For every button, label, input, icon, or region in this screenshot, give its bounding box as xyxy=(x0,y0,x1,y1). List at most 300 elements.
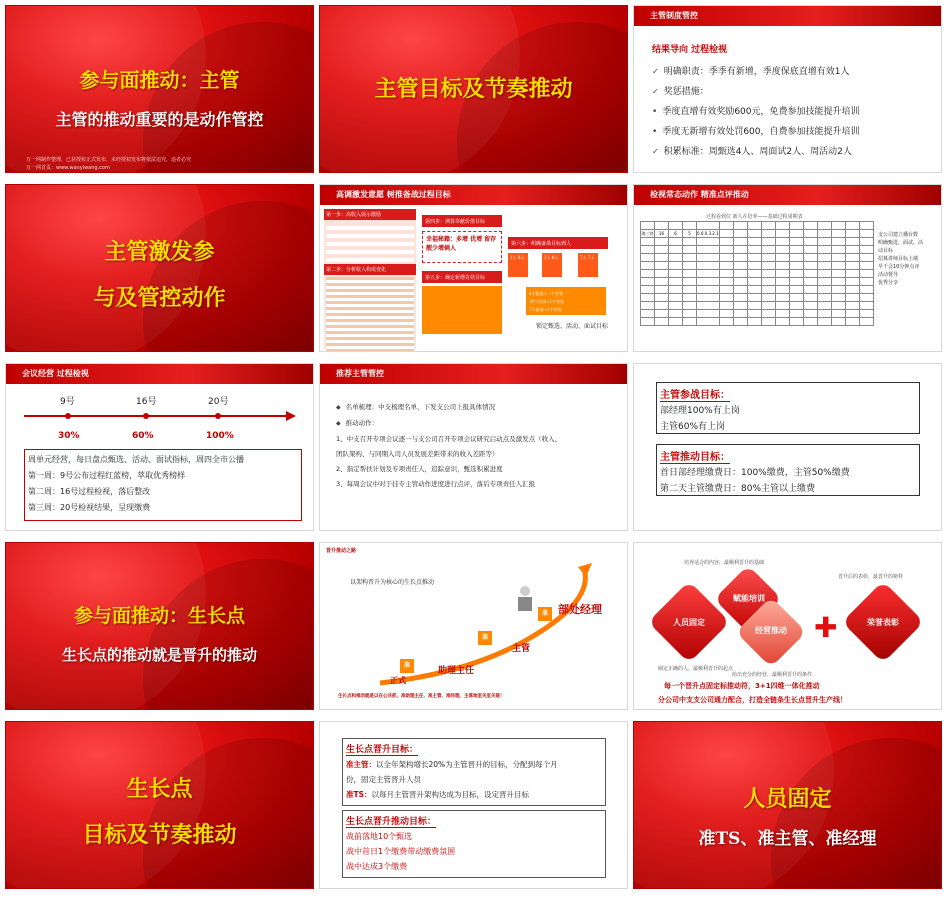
table-cell xyxy=(831,270,845,278)
table-cell xyxy=(859,278,873,286)
table-cell xyxy=(775,230,789,238)
table-cell xyxy=(719,286,733,294)
table-cell xyxy=(789,262,803,270)
mini-table xyxy=(326,222,414,262)
plan-line: 周单元经营，每日盘点甄选、活动、面试指标，周四全市公播 xyxy=(28,455,244,464)
list-item: ◆ 名单梳理：中支梳理名单，下发支公司上报具体情况 xyxy=(336,402,495,411)
slide-12[interactable] xyxy=(633,542,942,710)
table-row xyxy=(641,286,874,294)
table-cell xyxy=(761,238,775,246)
table-cell xyxy=(655,254,669,262)
slide-title-line1: 生长点 xyxy=(126,776,193,802)
table-cell xyxy=(845,270,859,278)
table-cell xyxy=(655,302,669,310)
table-row xyxy=(641,302,874,310)
table-cell xyxy=(669,294,683,302)
table-cell xyxy=(831,254,845,262)
table-row xyxy=(641,230,874,238)
table-cell xyxy=(789,302,803,310)
table-cell xyxy=(669,238,683,246)
table-cell xyxy=(775,254,789,262)
table-cell xyxy=(859,270,873,278)
list-item: • 季度无新增有效处罚600，自费参加技能提升培训 xyxy=(652,124,860,137)
table-cell xyxy=(733,294,747,302)
annotation: 晋升后的表彰，最晋升的榜样 xyxy=(838,574,904,580)
table-cell: 16 xyxy=(655,230,669,238)
slide-13[interactable] xyxy=(5,721,314,889)
table-row xyxy=(641,278,874,286)
table-row xyxy=(641,270,874,278)
plan-line: 第一周：9号公布过程红蓝榜，萃取优秀榜样 xyxy=(28,471,186,480)
table-row xyxy=(641,294,874,302)
table-cell xyxy=(683,222,697,230)
annotation: 培养适合的内容，最顺利晋升的基础 xyxy=(684,560,765,566)
slide-title: 主管目标及节奏推动 xyxy=(374,76,573,102)
table-cell xyxy=(719,246,733,254)
table-cell xyxy=(683,246,697,254)
intro-text: 以架构晋升为核心的生长点推动 xyxy=(350,579,435,586)
table-cell xyxy=(803,302,817,310)
table-cell xyxy=(655,238,669,246)
table-cell xyxy=(733,246,747,254)
table-cell xyxy=(655,286,669,294)
table-cell xyxy=(789,246,803,254)
slide-4[interactable] xyxy=(5,184,314,352)
table-cell xyxy=(697,318,720,326)
table-cell xyxy=(683,238,697,246)
list-item: ✓ 明确职责：季季有新增，季度保底直增有效1人 xyxy=(652,64,849,77)
mini-table xyxy=(326,277,414,352)
table-cell xyxy=(697,310,720,318)
box-line: 份，固定主管晋升人员 xyxy=(346,775,421,784)
annotation: 圈定正确的人，最顺利晋升的起点 xyxy=(658,666,734,672)
table-cell xyxy=(789,222,803,230)
table-cell xyxy=(669,222,683,230)
table-cell xyxy=(775,222,789,230)
table-cell xyxy=(845,294,859,302)
table-cell xyxy=(683,302,697,310)
table-cell xyxy=(845,318,859,326)
table-cell xyxy=(669,270,683,278)
slide-title: 参与面推动：主管 xyxy=(79,68,240,92)
table-cell xyxy=(859,302,873,310)
table-cell xyxy=(859,254,873,262)
table-cell xyxy=(817,262,831,270)
growth-arrow xyxy=(320,543,628,710)
box-title: 生长点晋升目标： xyxy=(346,742,418,756)
table-cell xyxy=(641,254,655,262)
step-label: 助理主任 xyxy=(438,666,475,676)
table-cell xyxy=(747,262,761,270)
table-cell xyxy=(775,270,789,278)
table-cell xyxy=(641,310,655,318)
table-cell xyxy=(831,294,845,302)
table-cell xyxy=(845,222,859,230)
center-callout: 幸福秘籍：多增 优增 留存 靓少增俩人 xyxy=(422,231,502,263)
box-line: 战中达成3个缴费 xyxy=(346,862,408,871)
notes-list xyxy=(878,231,940,287)
table-cell xyxy=(683,278,697,286)
table-cell xyxy=(697,286,720,294)
timeline-point xyxy=(215,413,221,419)
step-block: 准 xyxy=(538,607,552,621)
step-block: 准 xyxy=(478,631,492,645)
table-cell xyxy=(789,310,803,318)
annotation: 给出充分的经营，最顺利晋升的条件 xyxy=(732,672,813,678)
table-cell xyxy=(859,294,873,302)
orange-block xyxy=(422,286,502,334)
step-label: 主管 xyxy=(512,644,531,654)
table-cell xyxy=(761,222,775,230)
slide-subtitle: 准TS、准主管、准经理 xyxy=(698,829,877,849)
note-line: 优秀分享 xyxy=(878,280,899,286)
slide-3[interactable] xyxy=(633,5,942,173)
table-cell xyxy=(817,230,831,238)
timeline-pct: 30% xyxy=(58,431,80,441)
table-cell xyxy=(719,238,733,246)
table-cell xyxy=(683,270,697,278)
table-cell xyxy=(641,222,655,230)
table-cell xyxy=(845,230,859,238)
mini-card: 7人 7人 xyxy=(578,253,598,277)
side-line: 4个甄选→一个有效 xyxy=(529,291,563,296)
table-cell xyxy=(817,286,831,294)
slide-header: 检视常态动作 精准点评推动 xyxy=(634,185,941,205)
table-cell xyxy=(733,302,747,310)
list-item: 2、指定帮扶计划及专项责任人，追踪意识，甄选积累进度 xyxy=(336,465,503,473)
table-row xyxy=(641,238,874,246)
table-cell xyxy=(747,230,761,238)
step-label: 正式 xyxy=(390,676,406,685)
figure-body xyxy=(518,597,532,611)
table-cell xyxy=(747,270,761,278)
panel-title: 第一步：高收入展示激励 xyxy=(324,209,416,220)
box-line: 部经理100%有上岗 xyxy=(660,406,740,416)
table-cell xyxy=(789,238,803,246)
note-line: 活动督导 xyxy=(878,272,899,278)
table-cell xyxy=(719,310,733,318)
side-box xyxy=(526,287,606,315)
table-cell xyxy=(859,222,873,230)
table-cell xyxy=(641,246,655,254)
table-cell xyxy=(845,286,859,294)
table-cell xyxy=(831,302,845,310)
table-cell xyxy=(655,310,669,318)
table-row xyxy=(641,222,874,230)
box-title: 生长点晋升推动目标： xyxy=(346,814,436,828)
table-cell xyxy=(761,294,775,302)
table-cell xyxy=(697,278,720,286)
table-cell xyxy=(803,230,817,238)
mini-card: 1人 6人 xyxy=(542,253,562,277)
arrow-head xyxy=(578,563,592,577)
slide-10[interactable] xyxy=(5,542,314,710)
diamond-label: 赋能培训 xyxy=(733,594,765,603)
table-cell xyxy=(747,294,761,302)
table-cell xyxy=(831,222,845,230)
table-cell xyxy=(817,238,831,246)
table-cell xyxy=(803,310,817,318)
list-item: 3、每周会议中对于挂专主管动作进度进行点评，落后专项责任人汇报 xyxy=(336,480,536,488)
table-cell xyxy=(789,318,803,326)
note-line: 早干会10分钟点评 xyxy=(878,264,920,270)
slide-title-line2: 目标及节奏推动 xyxy=(82,822,237,848)
table-cell xyxy=(719,318,733,326)
table-cell xyxy=(761,254,775,262)
table-cell xyxy=(845,254,859,262)
note-line: 招募讲师目标上墙 xyxy=(878,256,919,262)
panel-title: 第四步：测算奉献价值目标 xyxy=(422,215,502,227)
table-title: 过程看到位 新人在培养——基础过程周期表 xyxy=(706,214,803,220)
side-line: 7个面试→1个有效 xyxy=(529,307,562,312)
table-cell xyxy=(817,254,831,262)
list-item: 1、中支召开专项会议逐一与支公司召开专项会议研究启动点及激发点（收入、 xyxy=(336,435,562,443)
table-cell xyxy=(817,246,831,254)
slide-subtitle: 主管的推动重要的是动作管控 xyxy=(55,110,264,129)
table-cell xyxy=(697,254,720,262)
table-cell xyxy=(697,222,720,230)
box-line: 准TS：以每月主管晋升架构达成为目标，设定晋升目标 xyxy=(346,790,530,799)
table-cell xyxy=(803,286,817,294)
timeline-pct: 100% xyxy=(206,431,234,441)
table-cell xyxy=(859,318,873,326)
table-cell xyxy=(641,318,655,326)
table-cell xyxy=(747,246,761,254)
table-cell xyxy=(845,302,859,310)
table-cell xyxy=(803,246,817,254)
table-cell xyxy=(669,246,683,254)
timeline xyxy=(6,386,314,446)
table-cell xyxy=(655,294,669,302)
table-cell xyxy=(697,238,720,246)
figure-head xyxy=(520,586,530,596)
table-cell xyxy=(775,310,789,318)
side-line: 10个活动→1个有效 xyxy=(529,299,564,304)
table-cell xyxy=(775,246,789,254)
table-cell xyxy=(845,310,859,318)
panel-title: 第二步：分析收入构成变化 xyxy=(324,264,416,275)
box-title: 主管推动目标： xyxy=(660,448,730,464)
table-cell xyxy=(789,230,803,238)
table-cell xyxy=(803,294,817,302)
table-cell xyxy=(775,238,789,246)
table-cell xyxy=(697,246,720,254)
table-cell xyxy=(669,262,683,270)
footer-text: 生长点和推动就是以在公共抓，准助理主任、准主管、准经理，主落地室关室关联！ xyxy=(338,694,505,699)
list-item: ✓ 积累标准：周甄选4人、周面试2人、周活动2人 xyxy=(652,144,852,157)
slide-header: 晋升推动之路 xyxy=(326,548,357,554)
table-cell xyxy=(775,302,789,310)
table-cell xyxy=(641,238,655,246)
table-cell xyxy=(817,278,831,286)
schedule-table xyxy=(640,221,874,326)
slide-title: 人员固定 xyxy=(743,786,832,812)
table-cell xyxy=(733,270,747,278)
table-cell xyxy=(641,302,655,310)
table-cell xyxy=(817,222,831,230)
table-cell xyxy=(831,238,845,246)
slide-subtitle: 生长点的推动就是晋升的推动 xyxy=(61,646,257,664)
box-line: 准主管：以全年架构增长20%为主管晋升的目标，分配到每个月 xyxy=(346,760,558,769)
table-cell xyxy=(733,254,747,262)
table-cell xyxy=(655,270,669,278)
timeline-day: 9号 xyxy=(60,397,75,407)
table-cell xyxy=(733,222,747,230)
table-cell xyxy=(831,318,845,326)
table-cell xyxy=(761,318,775,326)
panel-title: 第六步：明确备战目标到人 xyxy=(508,237,608,249)
table-cell xyxy=(761,302,775,310)
table-cell xyxy=(775,294,789,302)
table-cell xyxy=(817,302,831,310)
table-cell xyxy=(831,286,845,294)
slide-14[interactable] xyxy=(319,721,628,889)
list-item: 团队架构、与同期入司人员发展差距带来的收入差距等） xyxy=(336,450,499,458)
table-cell xyxy=(789,254,803,262)
slide-footer-site: 万一网首页：www.wanyiwang.com xyxy=(26,165,110,171)
table-row xyxy=(641,246,874,254)
table-cell xyxy=(859,246,873,254)
table-cell xyxy=(719,278,733,286)
table-cell xyxy=(803,318,817,326)
box-line: 第二天主管缴费日：80%主管以上缴费 xyxy=(660,484,816,494)
note-line: 明确甄选、面试、活 xyxy=(878,240,924,246)
table-row xyxy=(641,262,874,270)
table-cell xyxy=(733,310,747,318)
slide-11[interactable] xyxy=(319,542,628,710)
table-cell xyxy=(641,286,655,294)
table-cell xyxy=(655,222,669,230)
table-cell xyxy=(747,222,761,230)
table-cell xyxy=(761,246,775,254)
table-cell xyxy=(655,262,669,270)
table-cell xyxy=(669,310,683,318)
table-cell xyxy=(655,278,669,286)
table-cell xyxy=(775,262,789,270)
table-cell xyxy=(733,286,747,294)
mini-card: 1人 6人 xyxy=(508,253,528,277)
slogan: 每一个晋升点固定标推动符，3+1四维一体化推动 xyxy=(664,682,820,690)
table-cell xyxy=(683,254,697,262)
table-cell xyxy=(669,318,683,326)
slide-7[interactable] xyxy=(5,363,314,531)
table-cell xyxy=(859,286,873,294)
slogan: 分公司中支支公司通力配合，打造全链条生长点晋升生产线！ xyxy=(658,696,847,704)
slide-6[interactable] xyxy=(633,184,942,352)
table-cell xyxy=(683,262,697,270)
table-cell xyxy=(655,318,669,326)
box-line: 战前落地10个甄选 xyxy=(346,832,413,841)
slide-header: 会议经营 过程检视 xyxy=(6,364,313,384)
diamond-label: 经营推动 xyxy=(755,626,787,635)
table-cell xyxy=(683,310,697,318)
table-cell xyxy=(817,318,831,326)
list-item: ✓ 奖惩措施： xyxy=(652,84,709,97)
table-cell xyxy=(845,262,859,270)
note-line: 支公司建立播台数 xyxy=(878,232,919,238)
table-cell xyxy=(859,310,873,318)
table-cell xyxy=(831,262,845,270)
slide-title-line1: 主管激发参 xyxy=(104,239,215,265)
timeline-pct: 60% xyxy=(132,431,154,441)
table-cell: 6 xyxy=(669,230,683,238)
table-cell xyxy=(859,262,873,270)
slide-9[interactable] xyxy=(633,363,942,531)
slide-15[interactable] xyxy=(633,721,942,889)
table-cell xyxy=(761,262,775,270)
table-cell: 海三营 xyxy=(641,230,654,236)
table-cell xyxy=(733,230,747,238)
note-line: 动目标 xyxy=(878,248,894,254)
table-cell xyxy=(803,278,817,286)
table-cell xyxy=(669,278,683,286)
table-cell xyxy=(683,294,697,302)
table-cell xyxy=(747,302,761,310)
table-cell xyxy=(719,294,733,302)
table-cell xyxy=(845,278,859,286)
box-line: 首日部经理缴费日：100%缴费，主管50%缴费 xyxy=(660,468,850,478)
table-row xyxy=(641,254,874,262)
slide-8[interactable] xyxy=(319,363,628,531)
table-cell xyxy=(669,254,683,262)
table-cell xyxy=(733,278,747,286)
table-cell xyxy=(817,270,831,278)
timeline-point xyxy=(65,413,71,419)
table-cell xyxy=(733,238,747,246)
slide-1[interactable] xyxy=(5,5,314,173)
box-title: 主管参战目标： xyxy=(660,386,730,402)
table-cell xyxy=(817,310,831,318)
list-item: ◆ 推动动作： xyxy=(336,418,378,427)
table-cell xyxy=(761,270,775,278)
slide-2[interactable] xyxy=(319,5,628,173)
table-cell xyxy=(775,286,789,294)
diamond-label: 荣誉表彰 xyxy=(867,618,899,627)
slide-footer: 万一网制作整理，已获授权正式发布，未经授权发布将依法追究，违者必究 xyxy=(26,157,192,163)
slide-5[interactable] xyxy=(319,184,628,352)
table-cell xyxy=(747,310,761,318)
slide-title-line2: 与及管控动作 xyxy=(93,285,226,311)
table-cell xyxy=(831,246,845,254)
table-cell xyxy=(747,286,761,294)
table-cell xyxy=(641,278,655,286)
table-cell xyxy=(641,270,655,278)
plan-line: 第二周：16号过程检视，落后整改 xyxy=(28,487,151,496)
table-cell xyxy=(733,262,747,270)
slide-header: 推荐主管管控 xyxy=(320,364,627,384)
plan-line: 第三周：20号检视结果，呈现缴费 xyxy=(28,503,151,512)
table-cell xyxy=(761,286,775,294)
timeline-arrow xyxy=(286,411,296,421)
table-cell xyxy=(789,278,803,286)
table-cell: 5 xyxy=(683,230,697,238)
table-cell xyxy=(859,238,873,246)
slide-header: 主管制度管控 xyxy=(634,6,941,26)
table-cell xyxy=(803,262,817,270)
table-cell xyxy=(733,318,747,326)
table-cell xyxy=(761,310,775,318)
table-cell xyxy=(831,230,845,238)
table-cell xyxy=(789,294,803,302)
timeline-point xyxy=(143,413,149,419)
table-cell xyxy=(719,222,733,230)
timeline-day: 20号 xyxy=(208,397,229,407)
footer-text: 锁定甄选、活动、面试目标 xyxy=(536,323,609,330)
table-cell xyxy=(719,230,733,238)
table-cell xyxy=(697,270,720,278)
step-block: 准 xyxy=(400,659,414,673)
step-label: 部处经理 xyxy=(558,603,602,616)
